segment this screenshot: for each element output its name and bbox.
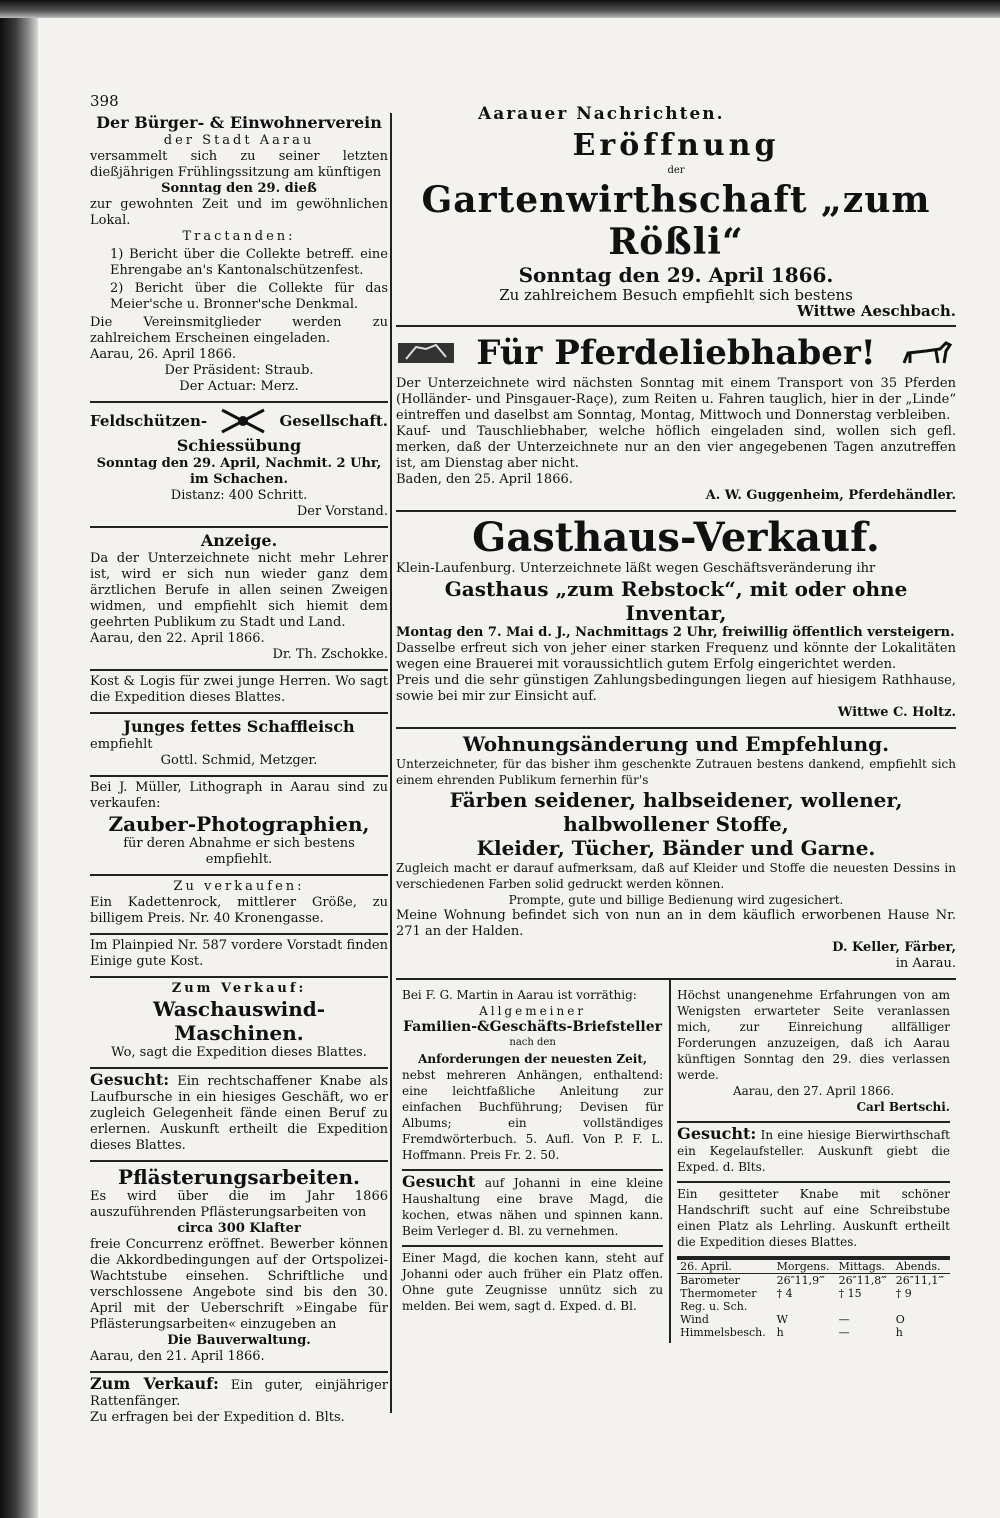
ad-text: Preis und die sehr günstigen Zahlungsbedingungen liegen auf hiesigem Rathhause, sowie bei mir zur Einsicht auf. [396,673,956,704]
ad-headline: Gartenwirthschaft „zum Rößli“ [421,179,931,263]
ad-mueller [90,777,388,876]
ad-amount: circa 300 Klafter [177,1221,301,1236]
weather-cell: Himmelsbesch. [680,1326,766,1339]
ad-gasthaus [396,512,956,729]
ad-lehrling [677,1183,950,1258]
ad-place-date: Aarau, den 21. April 1866. [90,1349,265,1364]
ad-kadettenrock [90,876,388,935]
weather-cell: 26″11,1‴ [895,1274,945,1287]
ad-text: nebst mehreren Anhängen, enthaltend: eine leichtfaßliche Anleitung zur einfachen Buchführung; Devisen für Albums; ein vollständiges Fremdwörterbuch. 5. Aufl. Von P. F. L. Hoffmann. Preis Fr. 2. 50. [402,1068,664,1162]
weather-cell: Barometer [680,1274,740,1287]
ad-gesucht-knabe [90,1069,388,1162]
sub-column-right [671,980,956,1343]
weather-cell [893,1300,950,1313]
ad-wohnung [396,729,956,980]
ad-list-item: 1) Bericht über die Collekte betreff. eine Ehrengabe an's Kantonalschützenfest. [110,247,388,278]
ad-kegelaufsteller [677,1123,950,1183]
ad-date: Sonntag den 29. April, Nachmit. 2 Uhr, [96,456,382,471]
ad-text: Anforderungen der neuesten Zeit, [418,1052,648,1066]
weather-header-row [677,1259,950,1274]
ad-kost-logis [90,671,388,714]
ad-title: Gasthaus-Verkauf. [472,514,880,561]
ad-pflaesterung [90,1162,388,1373]
ad-signature: A. W. Guggenheim, Pferdehändler. [705,488,956,503]
ad-rattenfaenger [90,1373,388,1432]
ad-signature: Der Präsident: Straub. [164,363,314,378]
ad-roessli [396,126,956,327]
ad-title: Zum Verkauf: [90,1374,219,1393]
ad-title: Anzeige. [200,531,278,550]
right-column [396,126,956,1343]
ad-text: der [667,165,685,176]
ad-headline: Färben seidener, halbseidener, wollener, halbwollener Stoffe, [449,788,903,836]
sub-column-left [396,980,671,1343]
ad-text: Montag den 7. Mai d. J., Nachmittags 2 Uhr, freiwillig öffentlich versteigern. [396,625,955,640]
weather-header: Morgens. [774,1259,836,1274]
ad-text: Kost & Logis für zwei junge Herren. Wo sagt die Expedition dieses Blattes. [90,674,388,705]
ad-headline: Waschauswind-Maschinen. [152,997,326,1045]
ad-text: Der Unterzeichnete wird nächsten Sonntag mit einem Transport von 35 Pferden (Holländer- und Pinsgauer-Raçe), zum Reiten u. Fahren tauglich, hier in der „Linde“ eintreffen und daselbst am Sonntag, Montag, Mittwoch und Donnerstag verbleiben. [396,376,956,423]
ad-title: Zum Verkauf: [171,981,307,996]
weather-cell: W [776,1313,788,1326]
ad-title: Feldschützen- [90,412,208,430]
ad-text: Meine Wohnung befindet sich von nun an in dem käuflich erworbenen Hause Nr. 271 an der Halden. [396,908,956,939]
ad-text: Die Vereinsmitglieder werden zu zahlreichem Erscheinen eingeladen. [90,315,388,346]
ad-text: Ein gesitteter Knabe mit schöner Handschrift sucht auf eine Schreibstube einen Platz als Lehrling. Auskunft ertheilt die Expedition dieses Blattes. [677,1187,950,1249]
ad-signature: Wittwe C. Holtz. [837,705,956,720]
ad-text: versammelt sich zu seiner letzten dießjährigen Frühlingssitzung am künftigen [90,149,388,180]
ad-place-date: Aarau, 26. April 1866. [90,347,237,362]
ad-title: Gesucht [402,1172,476,1191]
ad-place-date: Aarau, den 27. April 1866. [732,1084,895,1098]
ad-title: Für Pferdeliebhaber! [476,333,876,373]
column-rule [390,113,392,1413]
ad-list-item: 2) Bericht über die Collekte für das Meier'sche u. Bronner'sche Denkmal. [110,281,388,312]
ad-text: Zu zahlreichem Besuch empfiehlt sich bestens [499,286,853,304]
weather-cell: — [838,1326,850,1339]
ad-text: empfiehlt [90,737,153,752]
ad-text: Es wird über die im Jahr 1866 auszuführenden Pflästerungsarbeiten von [90,1189,388,1220]
ad-signature: D. Keller, Färber, [832,940,956,955]
ad-magd [402,1171,663,1247]
weather-cell: † 9 [895,1287,912,1300]
weather-cell [774,1300,836,1313]
weather-cell: 26″11,9‴ [776,1274,825,1287]
ad-text: Ein rechtschaffener Knabe als Laufbursche in ein hiesiges Geschäft, wo er zugleich Gelegenheit fände einen Beruf zu erlernen. Auskunft ertheilt die Expedition dieses Blattes. [90,1074,388,1153]
ad-feldschuetzen [90,403,388,528]
ad-title: Pflästerungsarbeiten. [118,1165,360,1189]
ad-headline: Kleider, Tücher, Bänder und Garne. [476,836,876,860]
weather-cell: Reg. u. Sch. [680,1300,748,1313]
left-column [90,110,388,1432]
ad-title: Der Bürger- & Einwohnerverein [96,113,382,132]
ad-text: Im Plainpied Nr. 587 vordere Vorstadt finden Einige gute Kost. [90,938,388,969]
ad-text: Bei J. Müller, Lithograph in Aarau sind zu verkaufen: [90,780,388,811]
ad-title: Gesellschaft. [279,412,388,430]
ad-schaffleisch [90,714,388,777]
ad-title: Gesucht: [90,1070,170,1089]
ad-text: Tractanden: [182,229,296,244]
ad-text: im Schachen. [189,472,288,487]
weather-cell [836,1300,893,1313]
crossed-rifles-icon [218,406,268,436]
weather-cell: † 15 [838,1287,862,1300]
ad-title: Gesucht: [677,1124,757,1143]
weather-cell: Wind [680,1313,709,1326]
ad-text: Da der Unterzeichnete nicht mehr Lehrer ist, wird er sich nun wieder ganz dem ärztlichen Berufe in allen seinen Zweigen widmen, und empfiehlt sich hiemit dem geehrten Publikum zu Stadt und Land. [90,551,388,630]
weather-cell: O [895,1313,905,1326]
ad-text: Bei F. G. Martin in Aarau ist vorräthig: [402,988,637,1002]
weather-cell: 26″11,8‴ [838,1274,887,1287]
ad-text: Prompte, gute und billige Bedienung wird zugesichert. [508,893,844,907]
ad-signature: Wittwe Aeschbach. [797,302,956,320]
ad-text: Unterzeichneter, für das bisher ihm geschenkte Zutrauen bestens dankend, empfiehlt sich einem ehrenden Publikum fernerhin für's [396,757,956,787]
newspaper-page [38,18,1000,1518]
ad-signature: Der Actuar: Merz. [179,379,299,394]
ad-date: Sonntag den 29. April 1866. [518,263,834,287]
ad-subtitle: Schiessübung [176,436,302,455]
horse-carriage-icon [396,339,456,367]
ad-text: Kauf- und Tauschliebhaber, welche höflich eingeladen sind, wollen sich gefl. merken, daß der Unterzeichnete nur an den vier angegebenen Tagen anzutreffen ist, am Dienstag aber nicht. [396,424,956,471]
ad-signature: Gottl. Schmid, Metzger. [160,753,318,768]
ad-signature: Der Vorstand. [296,504,388,519]
ad-text: für deren Abnahme er sich bestens empfiehlt. [123,836,355,867]
ad-bertschi [677,984,950,1123]
weather-row [677,1300,950,1313]
ad-pferdeliebhaber [396,327,956,512]
ad-signature: in Aarau. [895,956,956,971]
page-header: Aarauer Nachrichten. [478,104,725,124]
weather-cell: h [895,1326,903,1339]
ad-text: nach den [509,1037,556,1048]
page-number: 398 [90,92,119,110]
ad-date: Sonntag den 29. dieß [161,181,317,196]
ad-plainpied [90,935,388,978]
ad-text: der Stadt Aarau [163,133,315,148]
ad-title: Zauber-Photographien, [108,812,370,836]
weather-row [677,1313,950,1326]
ad-buergerverein [90,110,388,403]
ad-title: Junges fettes Schaffleisch [123,717,355,736]
weather-table [677,1258,950,1339]
ad-text: Wo, sagt die Expedition dieses Blattes. [111,1045,367,1060]
ad-text: Zu erfragen bei der Expedition d. Blts. [90,1410,345,1425]
ad-title: Familien-&Geschäfts-Briefsteller [403,1019,663,1035]
ad-text: auf Johanni in eine kleine Haushaltung eine brave Magd, die kochen, etwas nähen und spinnen kann. Beim Verleger d. Bl. zu vernehmen. [402,1176,664,1238]
two-column-ads [396,980,956,1343]
ad-title: Wohnungsänderung und Empfehlung. [462,732,890,756]
ad-text: Klein-Laufenburg. Unterzeichnete läßt wegen Geschäftsveränderung ihr [396,561,876,576]
weather-row [677,1274,950,1288]
horse-icon [896,339,956,367]
weather-cell: Thermometer [680,1287,757,1300]
ad-headline: Gasthaus „zum Rebstock“, mit oder ohne Inventar, [444,577,908,625]
ad-anzeige [90,528,388,671]
scan-edge [0,0,38,1518]
ad-text: Distanz: 400 Schritt. [170,488,308,503]
weather-header: 26. April. [677,1259,773,1274]
scan-top-edge [0,0,1000,18]
ad-text: zur gewohnten Zeit und im gewöhnlichen Lokal. [90,197,388,228]
ad-magd-2 [402,1247,663,1320]
weather-header: Mittags. [836,1259,893,1274]
ad-signature: Dr. Th. Zschokke. [272,647,388,662]
ad-text: Ein Kadettenrock, mittlerer Größe, zu billigem Preis. Nr. 40 Kronengasse. [90,895,388,926]
ad-place-date: Baden, den 25. April 1866. [396,472,573,487]
ad-text: Ein guter, einjähriger Rattenfänger. [90,1378,388,1409]
ad-text: Allgemeiner [479,1004,587,1018]
weather-row [677,1287,950,1300]
weather-header: Abends. [893,1259,950,1274]
ad-text: Zugleich macht er darauf aufmerksam, daß auf Kleider und Stoffe die neuesten Dessins in verschiedenen Farben solid gedruckt werden können. [396,861,956,891]
ad-waschauswind [90,978,388,1069]
ad-signature: Die Bauverwaltung. [167,1333,311,1348]
weather-cell: h [776,1326,784,1339]
ad-martin [402,984,663,1171]
ad-title: Zu verkaufen: [173,879,305,894]
ad-text: freie Concurrenz eröffnet. Bewerber können die Akkordbedingungen auf der Ortspolizei-Wachtstube einsehen. Schriftliche und verschlossene Angebote sind bis den 30. April mit der Ueberschrift »Eingabe für Pflästerungsarbeiten« einzugeben an [90,1237,388,1332]
ad-text: Dasselbe erfreut sich von jeher einer starken Frequenz und könnte der Lokalitäten wegen eine Brauerei mit voraussichtlich gutem Erfolg eingerichtet werden. [396,641,956,672]
ad-text: In eine hiesige Bierwirthschaft ein Kegelaufsteller. Auskunft giebt die Exped. d. Blts. [677,1128,950,1174]
weather-cell: — [838,1313,850,1326]
weather-cell: † 4 [776,1287,793,1300]
ad-text: Höchst unangenehme Erfahrungen von am Wenigsten erwarteter Seite veranlassen mich, zur Einreichung allfälliger Forderungen anzuzeigen, daß ich Aarau künftigen Sonntag den 29. dies verlassen werde. [677,988,950,1082]
ad-text: Einer Magd, die kochen kann, steht auf Johanni oder auch früher ein Platz offen. Ohne gute Zeugnisse unnütz sich zu melden. Bei wem, sagt d. Exped. d. Bl. [402,1251,664,1313]
ad-title: Eröffnung [572,128,780,163]
ad-signature: Carl Bertschi. [856,1100,950,1114]
weather-row [677,1326,950,1339]
ad-place-date: Aarau, den 22. April 1866. [90,631,265,646]
